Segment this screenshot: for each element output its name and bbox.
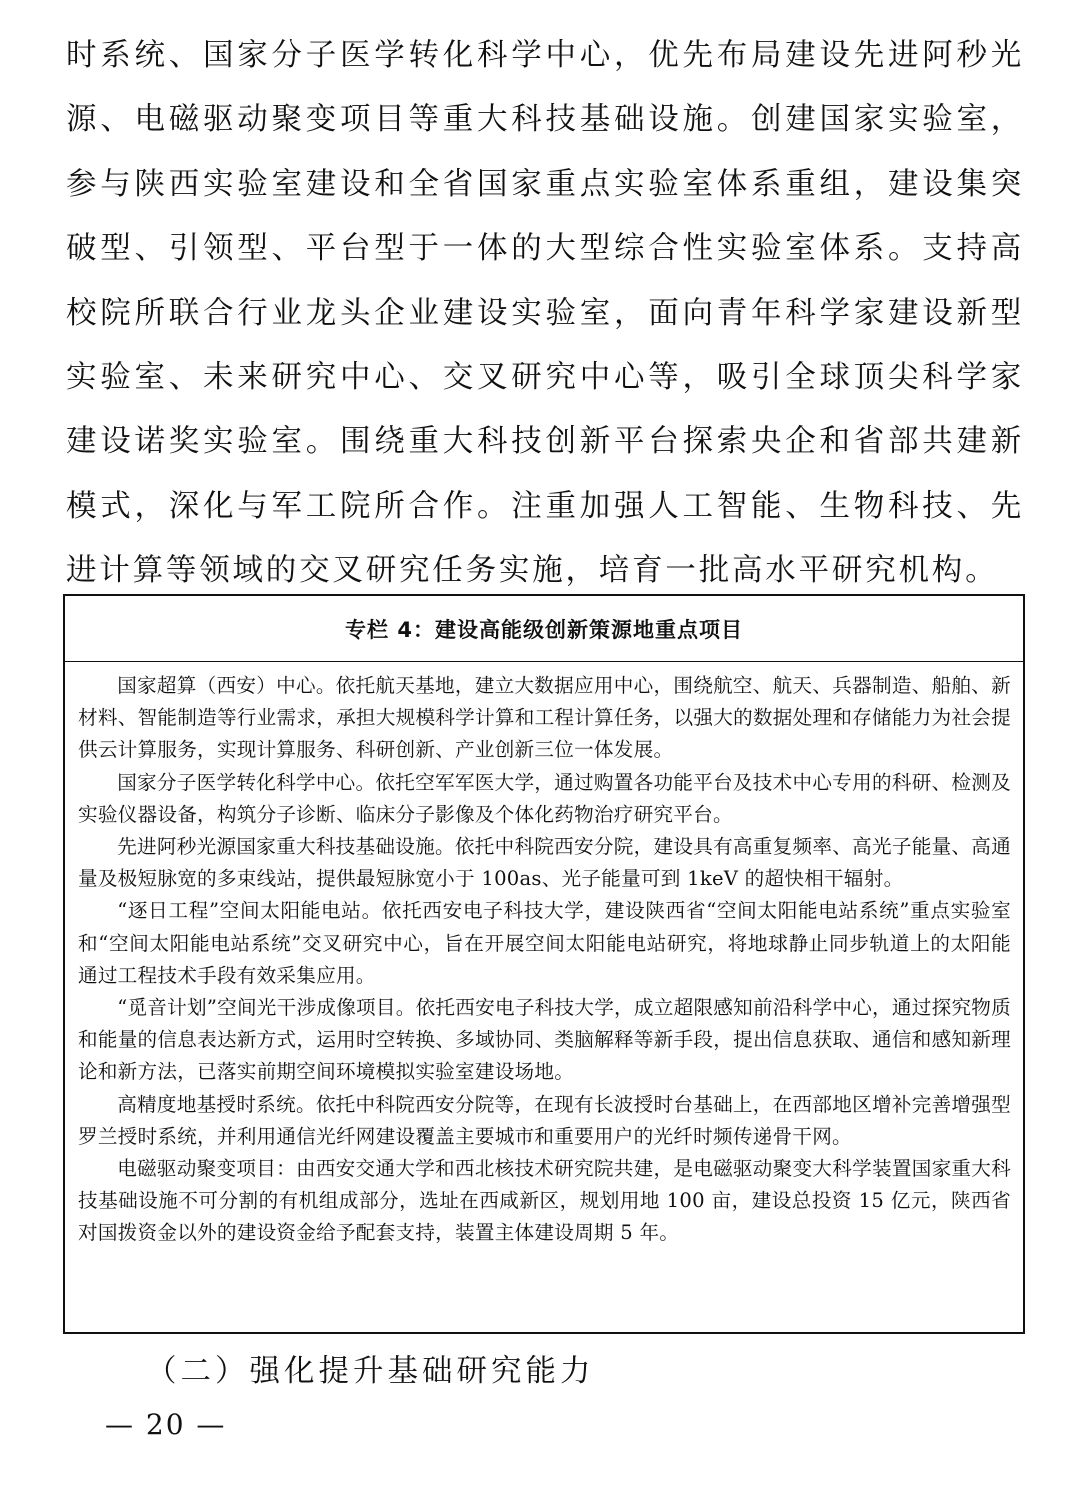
feature-box-title: 专栏 4：建设高能级创新策源地重点项目: [65, 596, 1023, 662]
project-supercomputing-center: 国家超算（西安）中心。依托航天基地，建立大数据应用中心，围绕航空、航天、兵器制造、船舶、新材料、智能制造等行业需求，承担大规模科学计算和工程计算任务，以强大的数据处理和存储能力为社会提供云计算服务，实现计算服务、科研创新、产业创新三位一体发展。: [78, 674, 1011, 762]
section-heading: （二）强化提升基础研究能力: [146, 1354, 595, 1389]
body-paragraph: 时系统、国家分子医学转化科学中心，优先布局建设先进阿秒光源、电磁驱动聚变项目等重大科技基础设施。创建国家实验室，参与陕西实验室建设和全省国家重点实验室体系重组，建设集突破型、引领型、平台型于一体的大型综合性实验室体系。支持高校院所联合行业龙头企业建设实验室，面向青年科学家建设新型实验室、未来研究中心、交叉研究中心等，吸引全球顶尖科学家建设诺奖实验室。围绕重大科技创新平台探索央企和省部共建新模式，深化与军工院所合作。注重加强人工智能、生物科技、先进计算等领域的交叉研究任务实施，培育一批高水平研究机构。: [66, 38, 1024, 589]
project-space-solar-power-station: “逐日工程”空间太阳能电站。依托西安电子科技大学，建设陕西省“空间太阳能电站系统”重点实验室和“空间太阳能电站系统”交叉研究中心，旨在开展空间太阳能电站研究，将地球静止同步轨道上的太阳能通过工程技术手段有效采集应用。: [78, 899, 1011, 987]
project-attosecond-light-source: 先进阿秒光源国家重大科技基础设施。依托中科院西安分院，建设具有高重复频率、高光子能量、高通量及极短脉宽的多束线站，提供最短脉宽小于 100as、光子能量可到 1keV 的超快相干辐射。: [78, 835, 1011, 891]
project-ground-based-timing-system: 高精度地基授时系统。依托中科院西安分院等，在现有长波授时台基础上，在西部地区增补完善增强型罗兰授时系统，并利用通信光纤网建设覆盖主要城市和重要用户的光纤时频传递骨干网。: [78, 1092, 1011, 1148]
feature-box-body: [65, 662, 1023, 1250]
page-number: — 20 —: [105, 1408, 227, 1441]
project-electromagnetic-fusion: 电磁驱动聚变项目：由西安交通大学和西北核技术研究院共建，是电磁驱动聚变大科学装置国家重大科技基础设施不可分割的有机组成部分，选址在西咸新区，规划用地 100 亩，建设总投资 15 亿元，陕西省对国拨资金以外的建设资金给予配套支持，装置主体建设周期 5 年。: [78, 1157, 1011, 1245]
project-space-interferometric-imaging: “觅音计划”空间光干涉成像项目。依托西安电子科技大学，成立超限感知前沿科学中心，通过探究物质和能量的信息表达新方式，运用时空转换、多域协同、类脑解释等新手段，提出信息获取、通信和感知新理论和新方法，已落实前期空间环境模拟实验室建设场地。: [78, 996, 1011, 1084]
feature-box: [63, 594, 1025, 1334]
project-molecular-medicine-center: 国家分子医学转化科学中心。依托空军军医大学，通过购置各功能平台及技术中心专用的科研、检测及实验仪器设备，构筑分子诊断、临床分子影像及个体化药物治疗研究平台。: [78, 770, 1011, 826]
